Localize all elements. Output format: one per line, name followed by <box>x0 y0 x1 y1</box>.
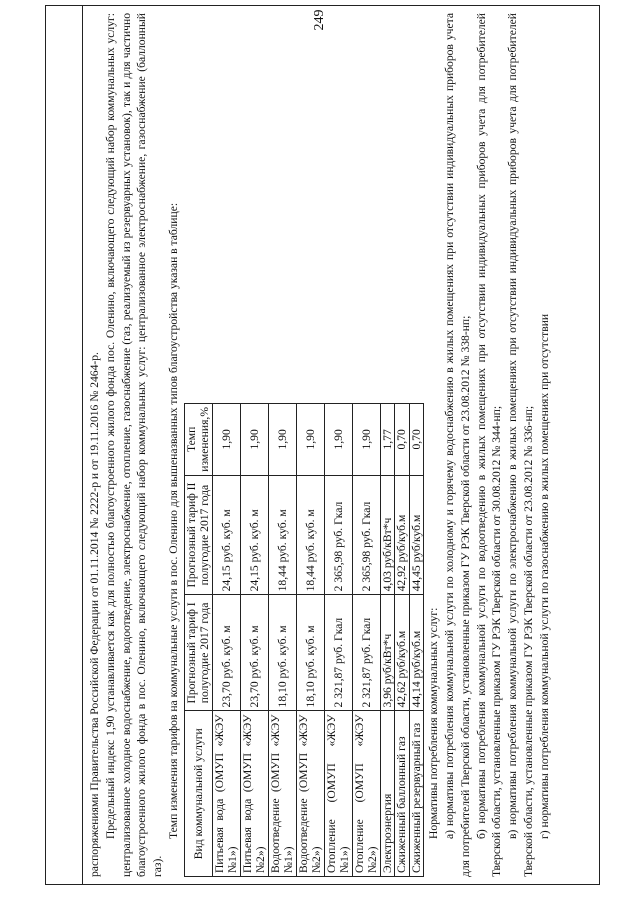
paragraph-intro: распоряжениями Правительства Российской Федерации от 01.11.2014 № 2222-р и от 19.11.2016 № 2464-р. <box>88 352 101 877</box>
paragraph-norm-c: в) нормативы потребления коммунальной услуги по электроснабжению в жилых помещениях при отсутствии индивидуальных приборов учета для потребителей Тверской области, установленные приказом ГУ РЭК Тверской области от 23.08.2012 № 336-нп; <box>506 13 536 877</box>
cell-tariff-h2: 4,03 руб/кВт*ч <box>380 475 395 595</box>
cell-tariff-h2: 2 365,98 руб. Гкал <box>352 475 380 595</box>
cell-tariff-h1: 44,14 руб/куб.м <box>409 595 424 711</box>
cell-tariff-h1: 42,62 руб/куб.м <box>395 595 410 711</box>
cell-rate: 1,90 <box>296 404 324 476</box>
cell-tariff-h2: 24,15 руб. куб. м <box>212 475 240 595</box>
cell-tariff-h1: 3,96 руб/кВт*ч <box>380 595 395 711</box>
header-service: Вид коммунальной услуги <box>184 711 212 877</box>
table-row <box>380 404 395 877</box>
cell-rate: 1,90 <box>240 404 268 476</box>
paragraph-norm-a: а) нормативы потребления коммунальной услуги по холодному и горячему водоснабжению в жилых помещениях при отсутствии индивидуальных приборов учета для потребителей Тверской области, установленные приказом ГУ РЭК Тверской области от 23.08.2012 № 338-нп; <box>443 13 472 877</box>
header-tariff-h2: Прогнозный тариф II полугодие 2017 года <box>184 475 212 595</box>
cell-service: Питьевая вода (ОМУП «ЖЭУ №2») <box>240 711 268 877</box>
cell-rate: 0,70 <box>409 404 424 476</box>
cell-rate: 1,90 <box>324 404 352 476</box>
table-row <box>296 404 324 877</box>
page-number: 249 <box>312 9 327 31</box>
paragraph-norm-d: г) нормативы потребления коммунальной услуги по газоснабжению в жилых помещениях при отсутствии <box>537 313 551 839</box>
cell-rate: 0,70 <box>395 404 410 476</box>
left-header-column <box>45 5 83 885</box>
header-change-rate: Темп изменения,% <box>184 404 212 476</box>
table-row <box>409 404 424 877</box>
header-tariff-h1: Прогнозный тариф I полугодие 2017 года <box>184 595 212 711</box>
document-body <box>87 13 553 877</box>
cell-tariff-h1: 23,70 руб. куб. м <box>240 595 268 711</box>
cell-service: Сжиженный резервуарный газ <box>409 711 424 877</box>
table-row <box>240 404 268 877</box>
table-row <box>395 404 410 877</box>
cell-service: Водоотведение (ОМУП «ЖЭУ №2») <box>296 711 324 877</box>
paragraph-norms-heading: Нормативы потребления коммунальных услуг: <box>427 607 441 839</box>
cell-service: Электроэнергия <box>380 711 395 877</box>
cell-tariff-h2: 18,44 руб. куб. м <box>268 475 296 595</box>
rotated-page-content <box>45 5 600 885</box>
cell-tariff-h1: 23,70 руб. куб. м <box>212 595 240 711</box>
table-row <box>324 404 352 877</box>
cell-tariff-h2: 24,15 руб. куб. м <box>240 475 268 595</box>
cell-service: Водоотведение (ОМУП «ЖЭУ №1») <box>268 711 296 877</box>
cell-tariff-h1: 2 321,87 руб. Гкал <box>324 595 352 711</box>
paragraph-index: Предельный индекс 1,90 устанавливается как для полностью благоустроенного жилого фонда пос. Оленино, включающего следующий набор коммунальных услуг: централизованное холодное водоснабжение, водоотведение, электроснабжение, отопление, газоснабжение (газ, реализуемый из резервуарных установок), так и для частично благоустроенного жилого фонда в пос. Оленино, включающего следующий набор коммунальных услуг: централизованное электроснабжение, газоснабжение (баллонный газ). <box>103 13 165 877</box>
cell-tariff-h2: 44,45 руб/куб.м <box>409 475 424 595</box>
cell-tariff-h2: 2 365,98 руб. Гкал <box>324 475 352 595</box>
table-row <box>268 404 296 877</box>
cell-rate: 1,90 <box>212 404 240 476</box>
cell-rate: 1,77 <box>380 404 395 476</box>
cell-tariff-h1: 18,10 руб. куб. м <box>296 595 324 711</box>
tariff-table <box>184 403 425 877</box>
table-header-row <box>184 404 212 877</box>
cell-service: Питьевая вода (ОМУП «ЖЭУ №1») <box>212 711 240 877</box>
table-row <box>352 404 380 877</box>
paragraph-table-intro: Темп изменения тарифов на коммунальные услуги в пос. Оленино для вышеназванных типов благоустройства указан в таблице: <box>166 202 180 839</box>
cell-service: Отопление (ОМУП «ЖЭУ №2») <box>352 711 380 877</box>
table-row <box>212 404 240 877</box>
cell-tariff-h2: 18,44 руб. куб. м <box>296 475 324 595</box>
cell-rate: 1,90 <box>268 404 296 476</box>
cell-rate: 1,90 <box>352 404 380 476</box>
cell-tariff-h1: 18,10 руб. куб. м <box>268 595 296 711</box>
cell-tariff-h1: 2 321,87 руб. Гкал <box>352 595 380 711</box>
paragraph-norm-b: б) нормативы потребления коммунальной услуги по водоотведению в жилых помещениях при отсутствии индивидуальных приборов учета для потребителей Тверской области, установленные приказом ГУ РЭК Тверской области от 30.08.2012 № 344-нп; <box>474 13 504 877</box>
cell-service: Сжиженный баллонный газ <box>395 711 410 877</box>
cell-tariff-h2: 42,92 руб/куб.м <box>395 475 410 595</box>
cell-service: Отопление (ОМУП «ЖЭУ №1») <box>324 711 352 877</box>
